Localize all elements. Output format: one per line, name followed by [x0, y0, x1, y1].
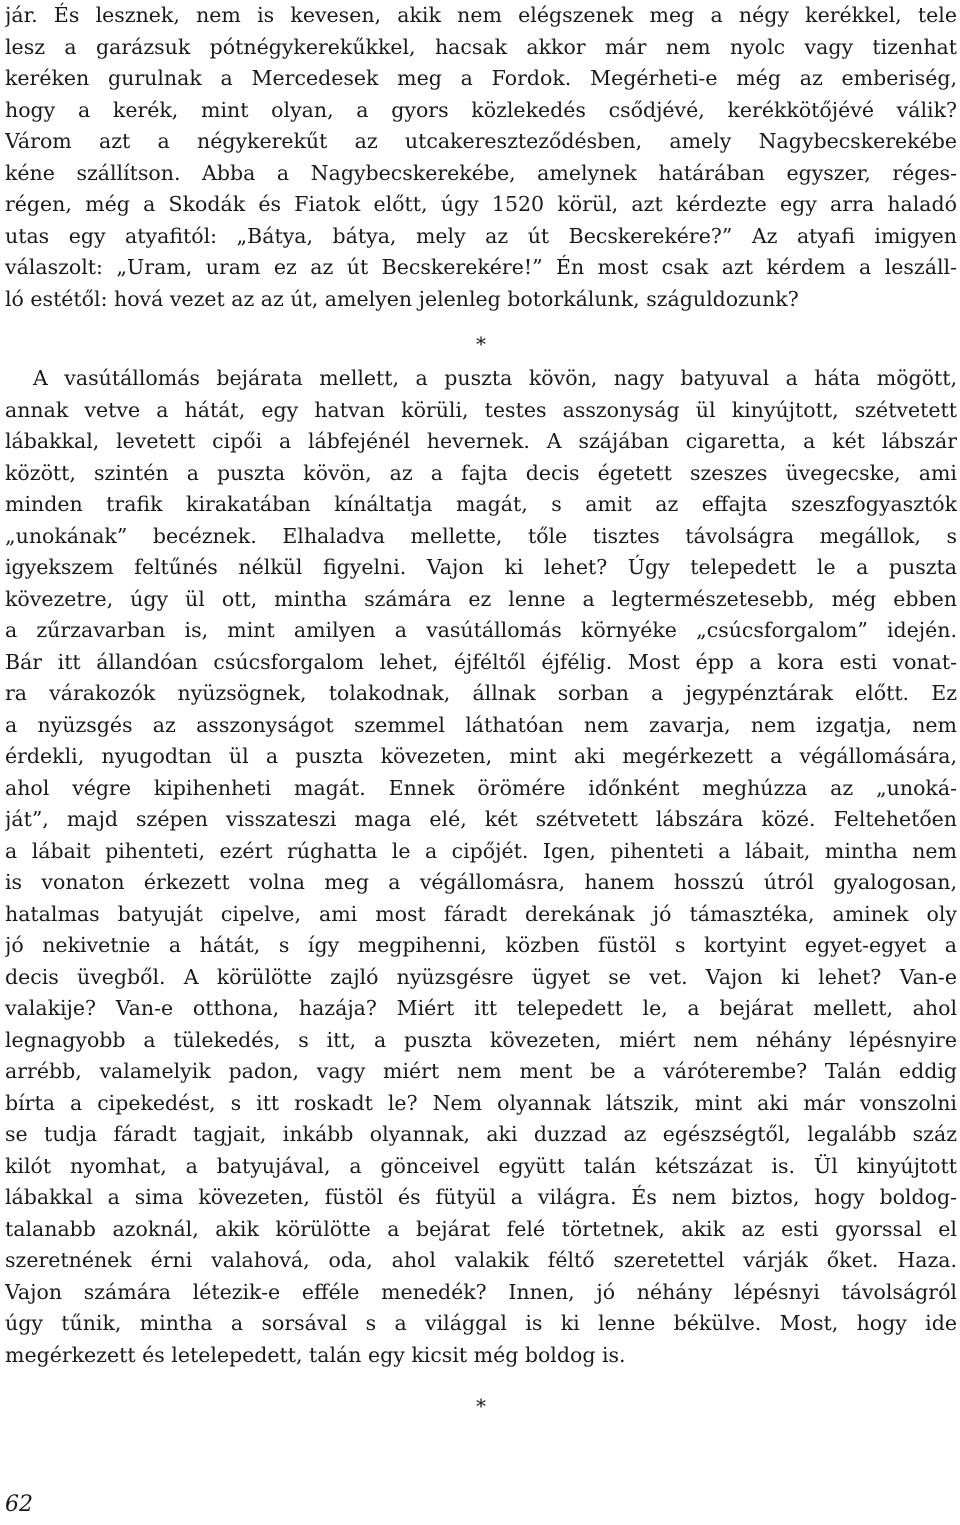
paragraph-1 [5, 0, 957, 315]
text-line: válaszolt: „Uram, uram ez az út Becskerekére!” Én most csak azt kérdem a leszáll- [5, 255, 957, 279]
text-line: lábakkal, levetett cipői a lábfejénél hevernek. A szájában cigaretta, a két lábszár [5, 429, 957, 453]
text-line: a lábait pihenteti, ezért rúghatta le a cipőjét. Igen, pihenteti a lábait, mintha nem [5, 838, 957, 863]
page-body [5, 0, 957, 1425]
text-line: utas egy atyafitól: „Bátya, bátya, mely az út Becskerekére?” Az atyafi imigyen [5, 223, 957, 248]
text-line: ló estétől: hová vezet az az út, amelyen jelenleg botorkálunk, száguldozunk? [5, 286, 799, 311]
text-line: ját”, majd szépen visszateszi maga elé, két szétvetett lábszára közé. Feltehetően [5, 807, 957, 831]
text-line: valakije? Van-e otthona, hazája? Miért itt telepedett le, a bejárat mellett, ahol [5, 996, 957, 1020]
text-line: lesz a garázsuk pótnégykerekűkkel, hacsak akkor már nem nyolc vagy tizenhat [5, 34, 957, 59]
text-line: decis üvegből. A körülötte zajló nyüzsgésre ügyet se vet. Vajon ki lehet? Van-e [5, 964, 957, 989]
text-line: lábakkal a sima kövezeten, füstöl és fütyül a világra. És nem biztos, hogy boldog- [5, 1185, 957, 1209]
page-number: 62 [5, 1492, 33, 1517]
text-line: igyekszem feltűnés nélkül figyelni. Vajon ki lehet? Úgy telepedett le a puszta [5, 555, 957, 579]
text-line: ahol végre kipihenheti magát. Ennek örömére időnként meghúzza az „unoká- [5, 775, 957, 800]
text-line: jó nekivetnie a hátát, s így megpihenni, közben füstöl s kortyint egyet-egyet a [5, 933, 957, 957]
text-line: minden trafik kirakatában kínáltatja magát, s amit az effajta szeszfogyasztók [5, 492, 957, 516]
text-line: régen, még a Skodák és Fiatok előtt, úgy 1520 körül, azt kérdezte egy arra haladó [5, 192, 957, 216]
text-line: arrébb, valamelyik padon, vagy miért nem ment be a váróterembe? Talán eddig [5, 1059, 957, 1083]
text-line: úgy tűnik, mintha a sorsával s a világgal is ki lenne békülve. Most, hogy ide [5, 1311, 957, 1335]
text-line: hatalmas batyuját cipelve, ami most fáradt derekának jó támasztéka, aminek oly [5, 901, 957, 926]
text-line: a nyüzsgés az asszonyságot szemmel láthatóan nem zavarja, nem izgatja, nem [5, 712, 957, 737]
text-line: között, szintén a puszta kövön, az a fajta decis égetett szeszes üvegecske, ami [5, 460, 957, 485]
text-line: keréken gurulnak a Mercedesek meg a Fordok. Megérheti-e még az emberiség, [5, 66, 957, 90]
text-line: annak vetve a hátát, egy hatvan körüli, testes asszonyság ül kinyújtott, szétvetett [5, 397, 957, 422]
text-line: bírta a cipekedést, s itt roskadt le? Nem olyannak látszik, mint aki már vonszolni [5, 1090, 957, 1115]
text-line: érdekli, nyugodtan ül a puszta kövezeten, mint aki megérkezett a végállomására, [5, 744, 957, 768]
text-line: kövezetre, úgy ül ott, mintha számára ez lenne a legtermészetesebb, még ebben [5, 586, 957, 611]
text-line: Vajon számára létezik-e efféle menedék? Innen, jó néhány lépésnyi távolságról [5, 1279, 957, 1304]
text-line: ra várakozók nyüzsögnek, tolakodnak, állnak sorban a jegypénztárak előtt. Ez [5, 681, 957, 705]
text-line: A vasútállomás bejárata mellett, a puszta kövön, nagy batyuval a háta mögött, [33, 366, 957, 390]
section-separator-bottom: * [476, 1394, 486, 1418]
text-line: hogy a kerék, mint olyan, a gyors közlekedés csődjévé, kerékkötőjévé válik? [5, 97, 957, 122]
text-line: „unokának” becéznek. Elhaladva mellette, tőle tisztes távolságra megállok, s [5, 523, 957, 548]
text-line: Bár itt állandóan csúcsforgalom lehet, éjféltől éjfélig. Most épp a kora esti vonat- [5, 649, 957, 674]
text-line: kilót nyomhat, a batyujával, a gönceivel együtt talán kétszázat is. Ül kinyújtott [5, 1153, 957, 1178]
text-line: jár. És lesznek, nem is kevesen, akik nem elégszenek meg a négy kerékkel, tele [5, 3, 957, 27]
text-line: kéne szállítson. Abba a Nagybecskerekébe, amelynek határában egyszer, réges- [5, 160, 957, 185]
text-line: a zűrzavarban is, mint amilyen a vasútállomás környéke „csúcsforgalom” idején. [5, 618, 957, 642]
text-line: megérkezett és letelepedett, talán egy kicsit még boldog is. [5, 1342, 626, 1367]
text-line: szeretnének érni valahová, oda, ahol valakik féltő szeretettel várják őket. Haza. [5, 1248, 957, 1272]
text-line: talanabb azoknál, akik körülötte a bejárat felé törtetnek, akik az esti gyorssal el [5, 1216, 957, 1241]
section-separator-top: * [476, 332, 486, 356]
text-line: legnagyobb a tülekedés, s itt, a puszta kövezeten, miért nem néhány lépésnyire [5, 1027, 957, 1052]
text-line: is vonaton érkezett volna meg a végállomásra, hanem hosszú útról gyalogosan, [5, 870, 957, 894]
text-line: Várom azt a négykerekűt az utcakereszteződésben, amely Nagybecskerekébe [5, 129, 957, 153]
text-line: se tudja fáradt tagjait, inkább olyannak, aki duzzad az egészségtől, legalább száz [5, 1122, 957, 1146]
paragraph-2 [5, 363, 957, 1371]
